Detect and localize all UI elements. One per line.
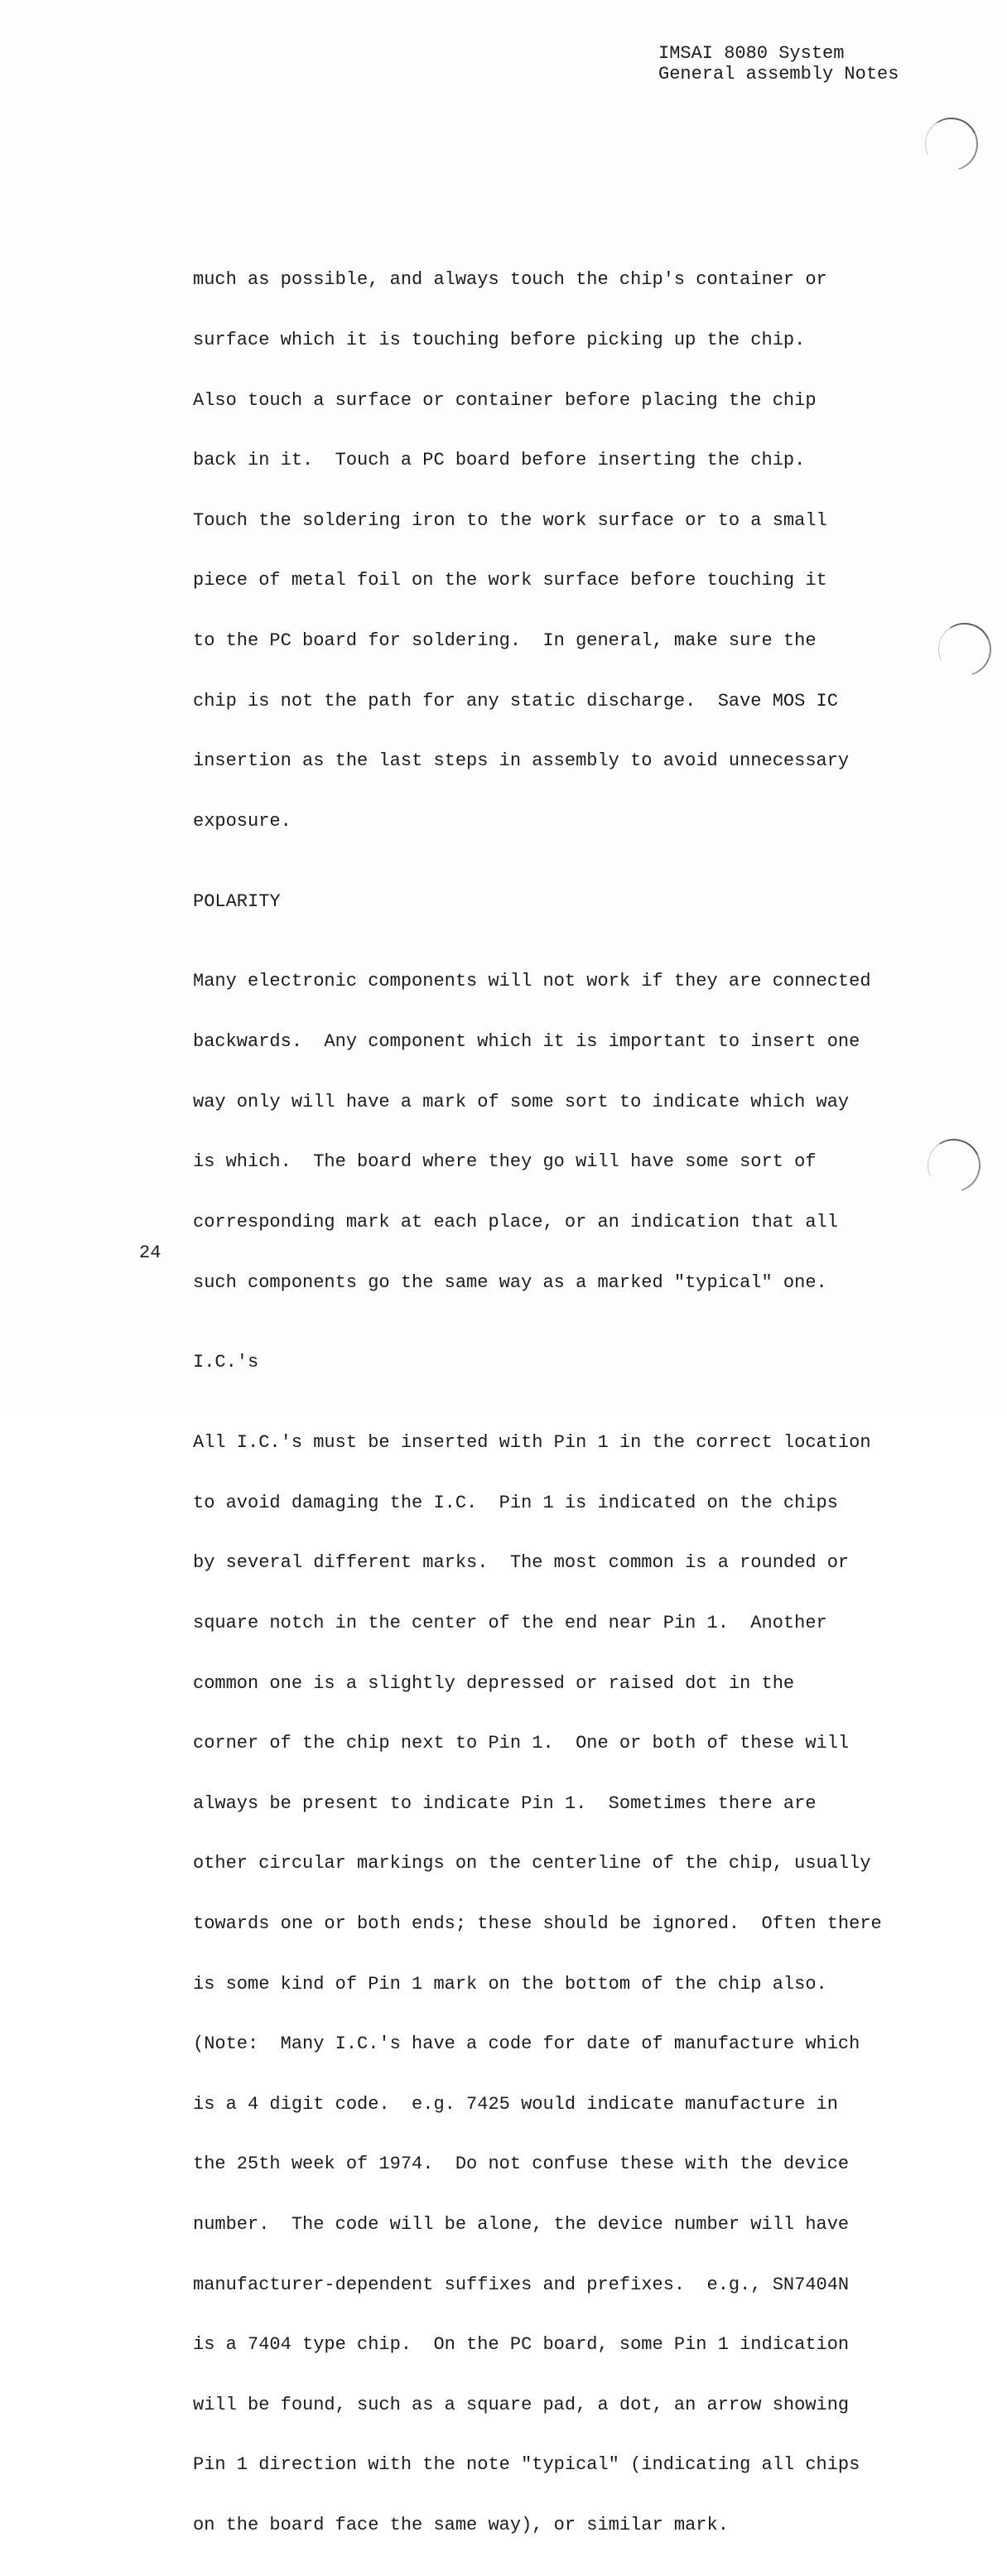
section-heading-ics: I.C.'s: [193, 1352, 259, 1373]
binder-hole-shadow: [931, 615, 999, 683]
text-line: Touch the soldering iron to the work surface or to a small: [193, 509, 827, 531]
text-line: way only will have a mark of some sort to indicate which way: [193, 1091, 850, 1112]
text-line: Many electronic components will not work if they are connected: [193, 971, 871, 992]
text-line: number. The code will be alone, the device number will have: [193, 2214, 850, 2236]
text-line: such components go the same way as a marked "typical" one.: [193, 1271, 827, 1293]
text-line: chip is not the path for any static discharge. Save MOS IC: [193, 690, 838, 712]
text-line: corresponding mark at each place, or an indication that all: [193, 1211, 838, 1233]
paragraph-static-handling: [193, 230, 938, 872]
paragraph-ics: [193, 1393, 938, 2576]
paragraph-gap: [193, 1373, 938, 1393]
page-header: [658, 43, 899, 84]
text-line: manufacturer-dependent suffixes and prefixes. e.g., SN7404N: [193, 2274, 850, 2295]
paragraph-polarity: [193, 932, 938, 1333]
text-line: the 25th week of 1974. Do not confuse these with the device: [193, 2154, 850, 2175]
paragraph-gap: [193, 872, 938, 892]
paragraph-gap: [193, 1333, 938, 1353]
text-line: backwards. Any component which it is important to insert one: [193, 1031, 860, 1053]
text-line: other circular markings on the centerline of the chip, usually: [193, 1853, 871, 1874]
text-line: will be found, such as a square pad, a dot, an arrow showing: [193, 2394, 850, 2415]
text-line: square notch in the center of the end near Pin 1. Another: [193, 1612, 827, 1633]
text-line: is a 4 digit code. e.g. 7425 would indicate manufacture in: [193, 2093, 838, 2115]
binder-hole-shadow: [918, 110, 985, 178]
text-line: is some kind of Pin 1 mark on the bottom of the chip also.: [193, 1973, 827, 1995]
text-line: to avoid damaging the I.C. Pin 1 is indicated on the chips: [193, 1492, 838, 1513]
text-line: Pin 1 direction with the note "typical" (indicating all chips: [193, 2454, 860, 2476]
page-number: 24: [139, 1242, 161, 1263]
header-title: IMSAI 8080 System: [658, 43, 845, 64]
text-line: exposure.: [193, 810, 292, 832]
paragraph-gap: [193, 912, 938, 932]
text-line: back in it. Touch a PC board before inserting the chip.: [193, 450, 806, 471]
text-line: surface which it is touching before picking up the chip.: [193, 330, 806, 351]
text-line: on the board face the same way), or similar mark.: [193, 2515, 729, 2536]
text-line: (Note: Many I.C.'s have a code for date of manufacture which: [193, 2033, 860, 2055]
text-line: by several different marks. The most common is a rounded or: [193, 1552, 850, 1574]
text-line: much as possible, and always touch the chip's container or: [193, 269, 827, 291]
header-subtitle: General assembly Notes: [658, 64, 899, 84]
text-line: is a 7404 type chip. On the PC board, some Pin 1 indication: [193, 2334, 850, 2356]
text-line: piece of metal foil on the work surface before touching it: [193, 570, 827, 591]
text-line: All I.C.'s must be inserted with Pin 1 in the correct location: [193, 1432, 871, 1454]
text-line: to the PC board for soldering. In general, make sure the: [193, 630, 817, 652]
section-heading-polarity: POLARITY: [193, 890, 281, 912]
text-line: corner of the chip next to Pin 1. One or both of these will: [193, 1733, 850, 1754]
text-line: insertion as the last steps in assembly to avoid unnecessary: [193, 750, 850, 772]
text-line: common one is a slightly depressed or raised dot in the: [193, 1672, 795, 1694]
body-text: [193, 230, 938, 2576]
text-line: always be present to indicate Pin 1. Sometimes there are: [193, 1792, 817, 1814]
text-line: Also touch a surface or container before placing the chip: [193, 389, 817, 411]
text-line: towards one or both ends; these should be ignored. Often there: [193, 1913, 882, 1934]
text-line: is which. The board where they go will have some sort of: [193, 1151, 817, 1173]
